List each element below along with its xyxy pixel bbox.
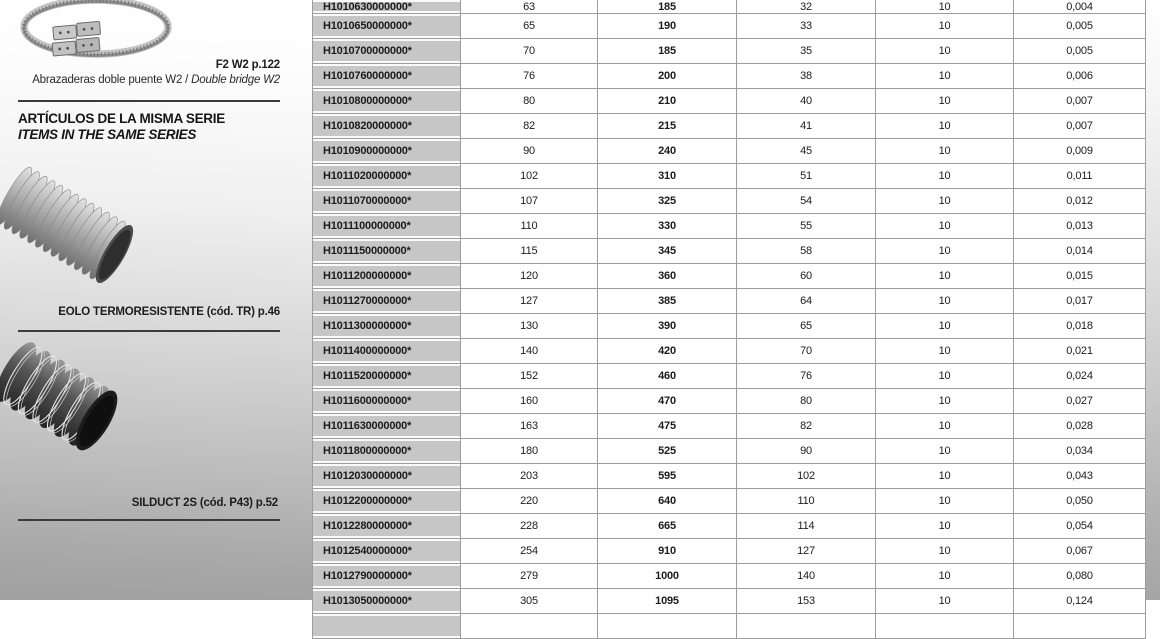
table-row xyxy=(313,89,1146,114)
value-cell: 10 xyxy=(876,489,1014,514)
value-cell: 152 xyxy=(461,364,598,389)
value-cell: 180 xyxy=(461,439,598,464)
value-cell: 82 xyxy=(737,414,876,439)
table-row xyxy=(313,189,1146,214)
value-cell: 325 xyxy=(598,189,737,214)
value-cell: 10 xyxy=(876,39,1014,64)
value-cell: 163 xyxy=(461,414,598,439)
value-cell: 58 xyxy=(737,239,876,264)
table-row xyxy=(313,514,1146,539)
value-cell: 10 xyxy=(876,589,1014,614)
table-row xyxy=(313,439,1146,464)
value-cell: 10 xyxy=(876,289,1014,314)
value-cell: 10 xyxy=(876,0,1014,14)
value-cell: 305 xyxy=(461,589,598,614)
value-cell: 390 xyxy=(598,314,737,339)
value-cell xyxy=(876,614,1014,639)
value-cell: 10 xyxy=(876,414,1014,439)
value-cell: 102 xyxy=(461,164,598,189)
value-cell: 0,005 xyxy=(1014,39,1146,64)
value-cell: 0,013 xyxy=(1014,214,1146,239)
value-cell: 0,005 xyxy=(1014,14,1146,39)
value-cell: 54 xyxy=(737,189,876,214)
value-cell: 55 xyxy=(737,214,876,239)
section-divider xyxy=(18,330,280,332)
product-code-cell: H1012030000000* xyxy=(313,464,461,489)
table-row xyxy=(313,214,1146,239)
product-code-cell: H1011630000000* xyxy=(313,414,461,439)
value-cell: 10 xyxy=(876,314,1014,339)
value-cell: 140 xyxy=(737,564,876,589)
value-cell: 0,043 xyxy=(1014,464,1146,489)
value-cell: 279 xyxy=(461,564,598,589)
value-cell: 0,027 xyxy=(1014,389,1146,414)
table-row xyxy=(313,39,1146,64)
value-cell: 76 xyxy=(461,64,598,89)
value-cell: 10 xyxy=(876,14,1014,39)
value-cell: 185 xyxy=(598,39,737,64)
table-row xyxy=(313,539,1146,564)
value-cell: 10 xyxy=(876,514,1014,539)
product-code-cell: H1010800000000* xyxy=(313,89,461,114)
value-cell: 460 xyxy=(598,364,737,389)
value-cell: 153 xyxy=(737,589,876,614)
value-cell: 910 xyxy=(598,539,737,564)
product-code-cell: H1011600000000* xyxy=(313,389,461,414)
value-cell: 0,007 xyxy=(1014,89,1146,114)
value-cell: 215 xyxy=(598,114,737,139)
value-cell: 185 xyxy=(598,0,737,14)
value-cell: 0,028 xyxy=(1014,414,1146,439)
value-cell: 345 xyxy=(598,239,737,264)
value-cell: 10 xyxy=(876,139,1014,164)
value-cell: 45 xyxy=(737,139,876,164)
value-cell: 0,034 xyxy=(1014,439,1146,464)
product-caption-es: Abrazaderas doble puente W2 / xyxy=(32,74,192,86)
section-divider xyxy=(18,519,280,521)
value-cell: 0,012 xyxy=(1014,189,1146,214)
table-row xyxy=(313,264,1146,289)
value-cell: 310 xyxy=(598,164,737,189)
value-cell: 475 xyxy=(598,414,737,439)
product-code-cell: H1010820000000* xyxy=(313,114,461,139)
product-code-cell: H1011800000000* xyxy=(313,439,461,464)
value-cell: 130 xyxy=(461,314,598,339)
value-cell: 240 xyxy=(598,139,737,164)
product-code-cell: H1011020000000* xyxy=(313,164,461,189)
product-caption xyxy=(32,74,280,86)
spec-table-body xyxy=(313,0,1146,639)
value-cell: 10 xyxy=(876,264,1014,289)
table-row xyxy=(313,364,1146,389)
value-cell: 10 xyxy=(876,64,1014,89)
table-row xyxy=(313,0,1146,14)
value-cell: 65 xyxy=(461,14,598,39)
value-cell: 10 xyxy=(876,214,1014,239)
product-caption-en: Double bridge W2 xyxy=(191,74,280,86)
value-cell: 470 xyxy=(598,389,737,414)
value-cell: 665 xyxy=(598,514,737,539)
value-cell: 200 xyxy=(598,64,737,89)
product-code-cell: H1011150000000* xyxy=(313,239,461,264)
value-cell: 525 xyxy=(598,439,737,464)
value-cell: 35 xyxy=(737,39,876,64)
page-right-margin xyxy=(1146,0,1160,600)
value-cell: 76 xyxy=(737,364,876,389)
value-cell: 115 xyxy=(461,239,598,264)
value-cell: 32 xyxy=(737,0,876,14)
value-cell: 210 xyxy=(598,89,737,114)
value-cell: 41 xyxy=(737,114,876,139)
table-row xyxy=(313,414,1146,439)
value-cell: 1000 xyxy=(598,564,737,589)
value-cell: 0,009 xyxy=(1014,139,1146,164)
product-code-cell: H1010650000000* xyxy=(313,14,461,39)
related-item-label: EOLO TERMORESISTENTE (cód. TR) p.46 xyxy=(58,306,280,318)
value-cell: 33 xyxy=(737,14,876,39)
value-cell: 127 xyxy=(461,289,598,314)
product-code-cell: H1011070000000* xyxy=(313,189,461,214)
product-code-cell xyxy=(313,614,461,639)
series-heading xyxy=(18,111,225,142)
value-cell: 10 xyxy=(876,164,1014,189)
product-code-cell: H1013050000000* xyxy=(313,589,461,614)
value-cell: 254 xyxy=(461,539,598,564)
value-cell: 10 xyxy=(876,339,1014,364)
table-row xyxy=(313,464,1146,489)
value-cell: 107 xyxy=(461,189,598,214)
product-code-cell: H1011200000000* xyxy=(313,264,461,289)
product-ref: F2 W2 p.122 xyxy=(215,59,280,71)
table-row xyxy=(313,114,1146,139)
value-cell: 140 xyxy=(461,339,598,364)
series-heading-es: ARTÍCULOS DE LA MISMA SERIE xyxy=(18,111,225,126)
product-code-cell: H1012200000000* xyxy=(313,489,461,514)
related-item-label: SILDUCT 2S (cód. P43) p.52 xyxy=(131,497,278,509)
section-divider xyxy=(18,100,280,102)
value-cell: 0,018 xyxy=(1014,314,1146,339)
value-cell: 0,024 xyxy=(1014,364,1146,389)
table-row xyxy=(313,289,1146,314)
value-cell: 80 xyxy=(461,89,598,114)
value-cell: 0,080 xyxy=(1014,564,1146,589)
product-code-cell: H1012280000000* xyxy=(313,514,461,539)
table-row xyxy=(313,339,1146,364)
value-cell xyxy=(461,614,598,639)
table-row xyxy=(313,564,1146,589)
corrugated-gray-hose-image xyxy=(8,164,168,312)
value-cell: 10 xyxy=(876,239,1014,264)
table-row xyxy=(313,14,1146,39)
table-row xyxy=(313,389,1146,414)
dark-silicone-hose-image xyxy=(8,336,163,488)
value-cell: 228 xyxy=(461,514,598,539)
table-row xyxy=(313,314,1146,339)
clamp-bridge-plates xyxy=(51,21,102,56)
product-code-cell: H1011300000000* xyxy=(313,314,461,339)
value-cell: 10 xyxy=(876,464,1014,489)
value-cell: 10 xyxy=(876,114,1014,139)
value-cell: 0,004 xyxy=(1014,0,1146,14)
table-row xyxy=(313,139,1146,164)
value-cell: 10 xyxy=(876,89,1014,114)
product-code-cell: H1010760000000* xyxy=(313,64,461,89)
spec-table xyxy=(312,0,1145,607)
series-heading-en: ITEMS IN THE SAME SERIES xyxy=(18,126,197,142)
value-cell xyxy=(1014,614,1146,639)
value-cell: 0,014 xyxy=(1014,239,1146,264)
value-cell: 10 xyxy=(876,439,1014,464)
table-row xyxy=(313,64,1146,89)
value-cell: 190 xyxy=(598,14,737,39)
value-cell: 360 xyxy=(598,264,737,289)
product-code-cell: H1011100000000* xyxy=(313,214,461,239)
value-cell: 10 xyxy=(876,564,1014,589)
value-cell: 70 xyxy=(461,39,598,64)
table-row xyxy=(313,239,1146,264)
product-code-cell: H1011520000000* xyxy=(313,364,461,389)
value-cell: 38 xyxy=(737,64,876,89)
value-cell: 51 xyxy=(737,164,876,189)
sidebar xyxy=(0,0,312,600)
product-code-cell: H1011270000000* xyxy=(313,289,461,314)
value-cell: 64 xyxy=(737,289,876,314)
value-cell xyxy=(737,614,876,639)
value-cell: 0,006 xyxy=(1014,64,1146,89)
value-cell: 203 xyxy=(461,464,598,489)
value-cell: 0,124 xyxy=(1014,589,1146,614)
product-code-cell: H1010700000000* xyxy=(313,39,461,64)
value-cell: 90 xyxy=(737,439,876,464)
value-cell: 110 xyxy=(461,214,598,239)
value-cell: 0,017 xyxy=(1014,289,1146,314)
value-cell: 90 xyxy=(461,139,598,164)
value-cell: 82 xyxy=(461,114,598,139)
value-cell: 127 xyxy=(737,539,876,564)
value-cell: 385 xyxy=(598,289,737,314)
value-cell: 1095 xyxy=(598,589,737,614)
value-cell: 114 xyxy=(737,514,876,539)
value-cell: 65 xyxy=(737,314,876,339)
value-cell: 0,007 xyxy=(1014,114,1146,139)
value-cell: 120 xyxy=(461,264,598,289)
table-row xyxy=(313,489,1146,514)
value-cell: 10 xyxy=(876,389,1014,414)
value-cell: 640 xyxy=(598,489,737,514)
value-cell: 330 xyxy=(598,214,737,239)
table-row xyxy=(313,589,1146,614)
product-code-cell: H1010900000000* xyxy=(313,139,461,164)
value-cell: 10 xyxy=(876,539,1014,564)
product-code-cell: H1011400000000* xyxy=(313,339,461,364)
double-bridge-clamp-image xyxy=(8,0,173,62)
product-code-cell: H1012540000000* xyxy=(313,539,461,564)
value-cell: 110 xyxy=(737,489,876,514)
value-cell: 220 xyxy=(461,489,598,514)
value-cell: 63 xyxy=(461,0,598,14)
value-cell: 40 xyxy=(737,89,876,114)
value-cell: 0,015 xyxy=(1014,264,1146,289)
value-cell: 0,011 xyxy=(1014,164,1146,189)
product-code-cell: H1010630000000* xyxy=(313,0,461,14)
value-cell: 10 xyxy=(876,364,1014,389)
value-cell: 0,050 xyxy=(1014,489,1146,514)
value-cell: 0,021 xyxy=(1014,339,1146,364)
table-row xyxy=(313,614,1146,639)
table-row xyxy=(313,164,1146,189)
value-cell xyxy=(598,614,737,639)
value-cell: 60 xyxy=(737,264,876,289)
value-cell: 0,054 xyxy=(1014,514,1146,539)
value-cell: 70 xyxy=(737,339,876,364)
value-cell: 102 xyxy=(737,464,876,489)
value-cell: 160 xyxy=(461,389,598,414)
value-cell: 0,067 xyxy=(1014,539,1146,564)
value-cell: 420 xyxy=(598,339,737,364)
value-cell: 595 xyxy=(598,464,737,489)
value-cell: 80 xyxy=(737,389,876,414)
product-code-cell: H1012790000000* xyxy=(313,564,461,589)
value-cell: 10 xyxy=(876,189,1014,214)
